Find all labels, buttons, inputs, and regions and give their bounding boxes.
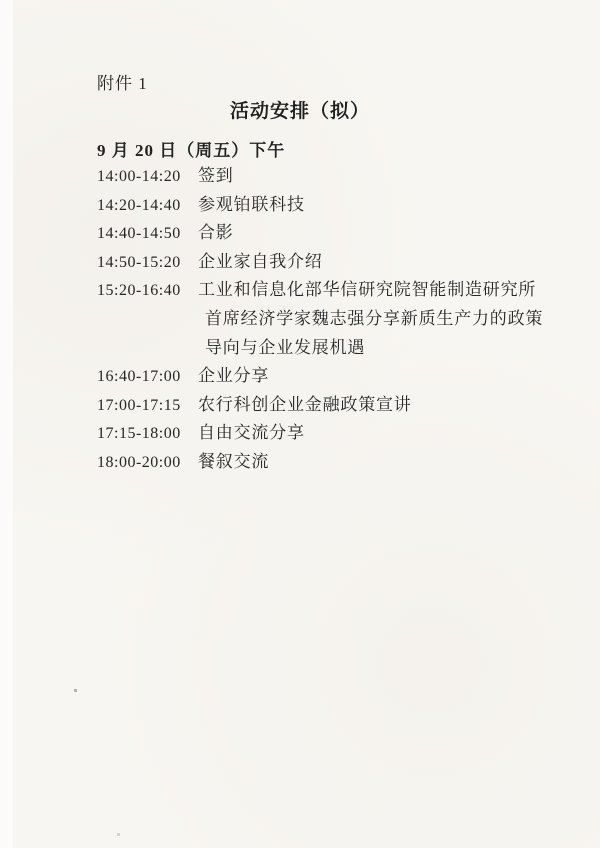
attachment-label: 附件 1 bbox=[97, 74, 148, 93]
schedule-row bbox=[97, 419, 560, 448]
schedule-row bbox=[97, 362, 560, 391]
schedule-time: 14:00-14:20 bbox=[97, 168, 181, 185]
session-heading: 9 月 20 日（周五）下午 bbox=[97, 141, 286, 160]
scan-edge-artifact bbox=[0, 0, 13, 848]
schedule-time: 17:00-17:15 bbox=[97, 396, 181, 414]
schedule-row bbox=[97, 162, 560, 191]
schedule-row bbox=[97, 191, 560, 220]
scan-speck bbox=[74, 689, 77, 692]
schedule-activity: 自由交流分享 bbox=[198, 423, 305, 443]
schedule-list bbox=[97, 162, 560, 477]
schedule-row bbox=[97, 248, 560, 277]
schedule-time: 14:40-14:50 bbox=[97, 225, 181, 243]
schedule-row bbox=[97, 276, 560, 305]
schedule-activity: 农行科创企业金融政策宣讲 bbox=[198, 394, 412, 414]
scan-speck bbox=[117, 833, 120, 836]
schedule-time: 14:20-14:40 bbox=[97, 196, 181, 214]
schedule-row bbox=[97, 219, 560, 248]
schedule-row-continuation bbox=[97, 334, 560, 363]
page-title: 活动安排（拟） bbox=[229, 101, 370, 122]
schedule-time: 15:20-16:40 bbox=[97, 282, 181, 300]
schedule-activity: 工业和信息化部华信研究院智能制造研究所 bbox=[198, 280, 537, 300]
schedule-time: 18:00-20:00 bbox=[97, 453, 181, 471]
schedule-activity: 企业家自我介绍 bbox=[198, 251, 323, 271]
schedule-time: 16:40-17:00 bbox=[97, 368, 181, 386]
schedule-row bbox=[97, 448, 560, 477]
schedule-activity: 签到 bbox=[198, 166, 234, 185]
schedule-activity: 导向与企业发展机遇 bbox=[205, 337, 366, 357]
schedule-activity: 餐叙交流 bbox=[198, 451, 270, 471]
schedule-time: 17:15-18:00 bbox=[97, 425, 181, 443]
schedule-time: 14:50-15:20 bbox=[97, 253, 181, 271]
schedule-activity: 合影 bbox=[198, 223, 234, 243]
schedule-activity: 首席经济学家魏志强分享新质生产力的政策 bbox=[205, 308, 544, 328]
schedule-row-continuation bbox=[97, 305, 560, 334]
schedule-activity: 参观铂联科技 bbox=[198, 194, 305, 214]
schedule-row bbox=[97, 391, 560, 420]
schedule-activity: 企业分享 bbox=[198, 366, 270, 386]
